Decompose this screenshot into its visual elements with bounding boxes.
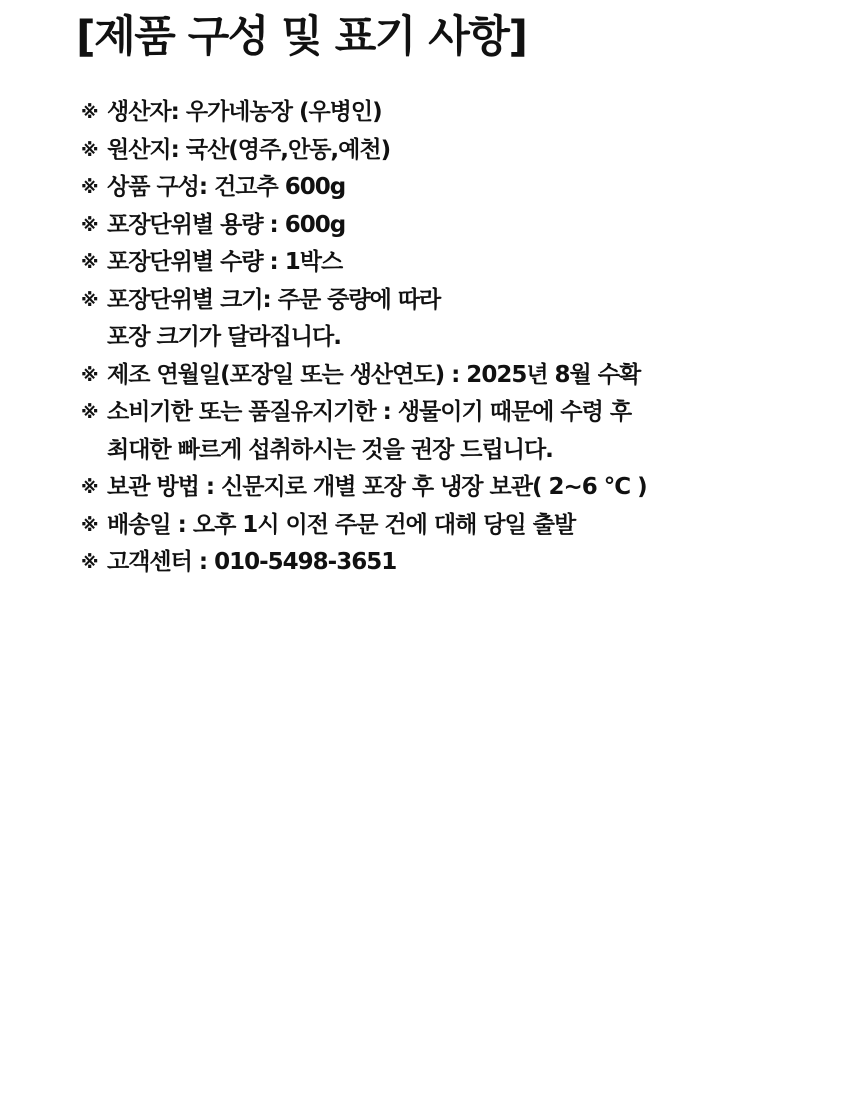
info-item-text	[107, 169, 345, 207]
info-item-line: 포장단위별 수량 : 1박스	[107, 249, 343, 275]
product-info-section	[76, 10, 836, 582]
info-list-item	[81, 169, 836, 207]
info-item-line: 생산자: 우가네농장 (우병인)	[107, 99, 382, 125]
info-list-item	[81, 544, 836, 582]
info-item-line: 소비기한 또는 품질유지기한 : 생물이기 때문에 수령 후	[107, 399, 632, 425]
reference-mark-icon: ※	[81, 402, 98, 423]
info-item-text	[107, 469, 647, 507]
reference-mark-icon: ※	[81, 214, 98, 236]
info-item-line: 포장단위별 용량 : 600g	[107, 211, 346, 238]
info-item-text	[107, 394, 631, 469]
product-info-list	[81, 94, 836, 582]
info-item-text	[107, 207, 345, 245]
info-item-text	[107, 282, 440, 357]
info-item-line: 포장 크기가 달라집니다.	[107, 324, 341, 350]
info-item-line: 배송일 : 오후 1시 이전 주문 건에 대해 당일 출발	[107, 511, 576, 538]
info-list-item	[81, 507, 836, 545]
info-item-text	[107, 94, 382, 132]
info-item-line: 보관 방법 : 신문지로 개별 포장 후 냉장 보관( 2~6 °C )	[107, 474, 647, 500]
reference-mark-icon: ※	[81, 102, 98, 123]
info-list-item	[81, 282, 836, 357]
reference-mark-icon: ※	[81, 477, 98, 498]
page-title: [제품 구성 및 표기 사항]	[76, 12, 527, 62]
info-list-item	[81, 244, 836, 282]
info-item-text	[107, 244, 342, 282]
info-item-text	[107, 132, 390, 170]
info-item-line: 제조 연월일(포장일 또는 생산연도) : 2025년 8월 수확	[107, 361, 641, 388]
info-item-text	[107, 544, 396, 582]
info-item-line: 최대한 빠르게 섭취하시는 것을 권장 드립니다.	[107, 436, 553, 463]
info-list-item	[81, 394, 836, 469]
info-list-item	[81, 132, 836, 170]
info-item-line: 원산지: 국산(영주,안동,예천)	[107, 136, 391, 163]
reference-mark-icon: ※	[81, 364, 98, 386]
info-list-item	[81, 357, 836, 395]
info-item-text	[107, 507, 575, 545]
reference-mark-icon: ※	[81, 514, 98, 536]
info-list-item	[81, 207, 836, 245]
info-item-line: 포장단위별 크기: 주문 중량에 따라	[107, 286, 441, 313]
info-list-item	[81, 469, 836, 507]
info-item-text	[107, 357, 640, 395]
reference-mark-icon: ※	[81, 552, 98, 573]
reference-mark-icon: ※	[81, 139, 98, 161]
reference-mark-icon: ※	[81, 177, 98, 198]
info-item-line: 고객센터 : 010-5498-3651	[107, 549, 397, 575]
reference-mark-icon: ※	[81, 252, 98, 273]
reference-mark-icon: ※	[81, 289, 98, 311]
info-list-item	[81, 94, 836, 132]
info-item-line: 상품 구성: 건고추 600g	[107, 174, 346, 200]
